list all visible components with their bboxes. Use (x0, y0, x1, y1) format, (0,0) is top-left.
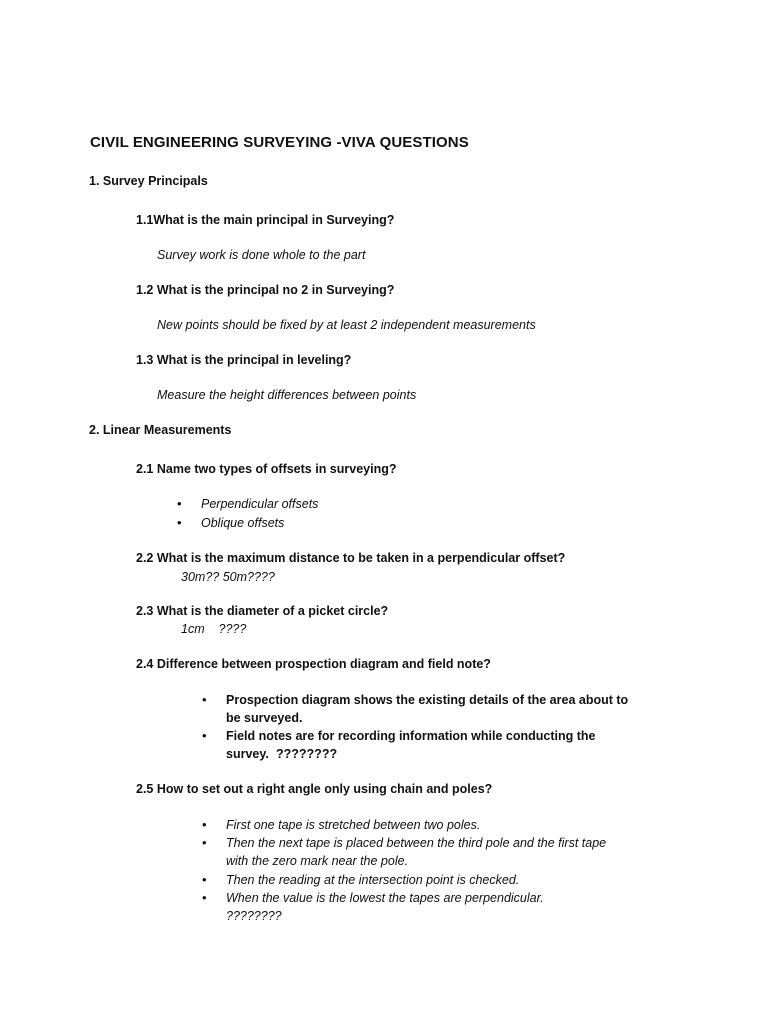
bullet-item-continued: survey. (226, 747, 269, 761)
bullet-icon: • (202, 817, 207, 832)
answer-1-3: Measure the height differences between points (157, 388, 417, 402)
bullet-icon: • (202, 728, 207, 743)
question-2-5 (136, 782, 492, 796)
bullet-item: Field notes are for recording information while conducting the (226, 729, 596, 743)
bullet-icon: • (202, 890, 207, 905)
question-text: Difference between prospection diagram and field note? (153, 657, 491, 671)
question-number: 2.4 (136, 657, 154, 671)
bullet-icon: • (202, 872, 207, 887)
question-1-3: 1.3 What is the principal in leveling? (136, 353, 352, 367)
answer-2-2: 30m?? 50m???? (181, 570, 275, 584)
question-number: 2.1 (136, 462, 154, 476)
bullet-item-continued: ???????? (226, 909, 282, 923)
question-number: 2.2 (136, 551, 154, 565)
question-1-2: 1.2 What is the principal no 2 in Surveying? (136, 283, 395, 297)
section-heading-2: 2. Linear Measurements (89, 423, 232, 437)
answer-1-1: Survey work is done whole to the part (157, 248, 366, 262)
question-number: 2.3 (136, 604, 154, 618)
bullet-item: Oblique offsets (201, 516, 285, 530)
answer-2-3: 1cm ???? (181, 622, 247, 636)
bullet-item-continued: be surveyed. (226, 711, 303, 725)
document-title: CIVIL ENGINEERING SURVEYING -VIVA QUESTIONS (90, 134, 469, 151)
bullet-item: First one tape is stretched between two poles. (226, 818, 481, 832)
question-2-4 (136, 657, 491, 671)
question-text: How to set out a right angle only using chain and poles? (153, 782, 493, 796)
question-number: 2.5 (136, 782, 154, 796)
question-2-1 (136, 462, 397, 476)
bullet-item-marks: ???????? (276, 747, 338, 761)
question-text: Name two types of offsets in surveying? (153, 462, 397, 476)
bullet-item: Prospection diagram shows the existing details of the area about to (226, 693, 629, 707)
bullet-icon: • (202, 835, 207, 850)
answer-1-2: New points should be fixed by at least 2 independent measurements (157, 318, 536, 332)
bullet-item: When the value is the lowest the tapes are perpendicular. (226, 891, 544, 905)
question-1-1: 1.1What is the main principal in Surveying? (136, 213, 395, 227)
question-text: What is the diameter of a picket circle? (153, 604, 389, 618)
bullet-icon: • (202, 692, 207, 707)
bullet-item: Perpendicular offsets (201, 497, 319, 511)
bullet-icon: • (177, 496, 182, 511)
bullet-item: Then the next tape is placed between the third pole and the first tape (226, 836, 607, 850)
bullet-item-continued: with the zero mark near the pole. (226, 854, 409, 868)
bullet-icon: • (177, 515, 182, 530)
question-2-3 (136, 604, 388, 618)
bullet-item: Then the reading at the intersection point is checked. (226, 873, 520, 887)
section-heading-1: 1. Survey Principals (89, 174, 208, 188)
question-text: What is the maximum distance to be taken in a perpendicular offset? (153, 551, 566, 565)
question-2-2 (136, 551, 565, 565)
